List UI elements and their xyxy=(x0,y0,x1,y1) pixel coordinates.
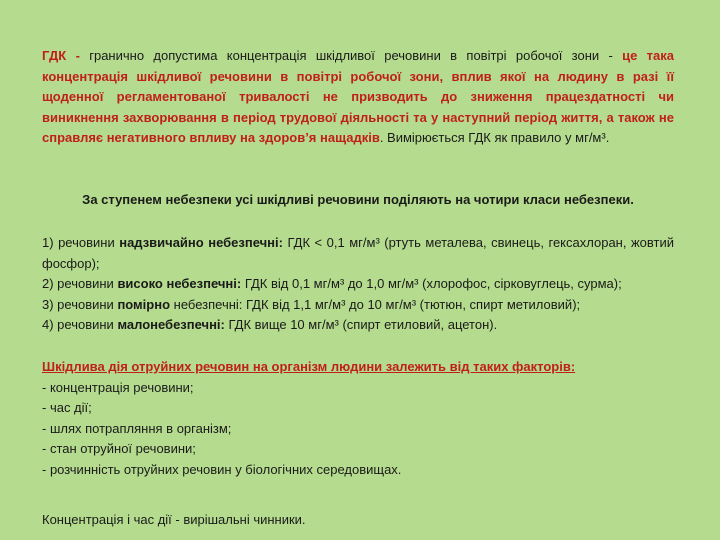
classes-heading: За ступенем небезпеки усі шкідливі речовини поділяють на чотири класи небезпеки. xyxy=(82,192,634,207)
factor-item: - стан отруйної речовини; xyxy=(42,441,196,456)
hazard-class-item: 2) речовини високо небезпечні: ГДК від 0,1 мг/м³ до 1,0 мг/м³ (хлорофос, сірковуглець, сурма); xyxy=(42,276,622,291)
definition-emphasis: це така концентрація шкідливої речовини в повітрі робочої зони, вплив якої на людину в разі її щоденної регламентованої тривалості не призводить до зниження працездатності чи виникнення захворювання в період трудової діяльності та у наступний період життя, а також не справляє негативного впливу на здоров’я нащадків xyxy=(42,48,675,145)
definition-tail: . Вимірюється ГДК як правило у мг/м³. xyxy=(379,130,610,145)
hazard-class-item: 3) речовини помірно небезпечні: ГДК від 1,1 мг/м³ до 10 мг/м³ (тютюн, спирт метиловий); xyxy=(42,296,581,312)
factors-title: Шкідлива дія отруйних речовин на організм людини залежить від таких факторів: xyxy=(42,359,576,374)
intro-paragraph xyxy=(42,46,674,149)
hazard-class-item: 1) речовини надзвичайно небезпечні: ГДК < 0,1 мг/м³ (ртуть металева, свинець, гексахлоран, жовтий фосфор); xyxy=(42,235,674,271)
factor-item: - час дії; xyxy=(42,400,92,415)
conclusion-text: Концентрація і час дії - вирішальні чинники. xyxy=(42,512,306,527)
factor-item: - розчинність отруйних речовин у біологічних середовищах. xyxy=(42,461,402,477)
hazard-classes-list xyxy=(42,233,674,336)
factor-item: - концентрація речовини; xyxy=(42,379,194,395)
hazard-class-item: 4) речовини малонебезпечні: ГДК вище 10 мг/м³ (спирт етиловий, ацетон). xyxy=(42,317,498,332)
definition-text: гранично допустима концентрація шкідливої речовини в повітрі робочої зони - xyxy=(79,48,623,63)
factors-section xyxy=(42,357,674,480)
term-gdk: ГДК - xyxy=(42,48,80,63)
factor-item: - шлях потрапляння в організм; xyxy=(42,420,232,436)
